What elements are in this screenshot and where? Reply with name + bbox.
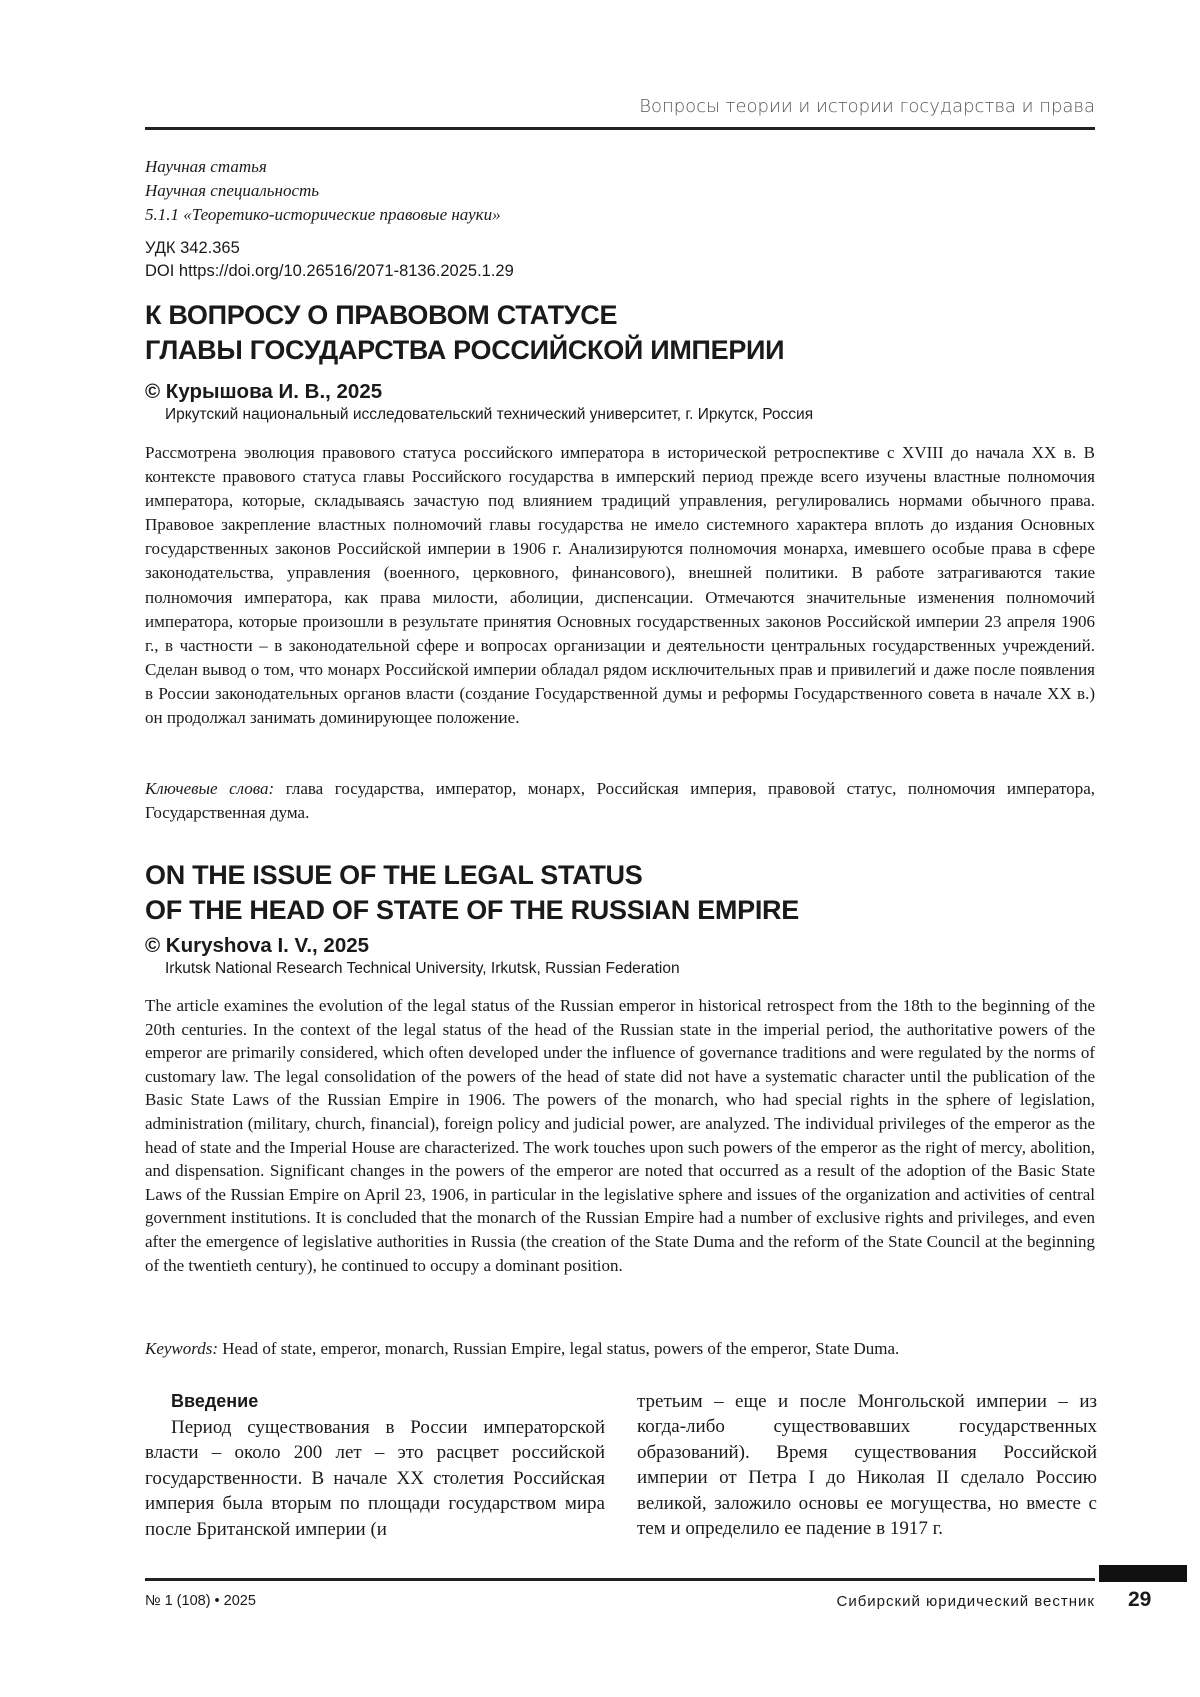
- article-ids: [145, 237, 514, 283]
- keywords-en: [145, 1337, 1095, 1361]
- affiliation-en: Irkutsk National Research Technical University, Irkutsk, Russian Federation: [165, 960, 680, 977]
- article-meta: [145, 155, 501, 227]
- journal-name: Сибирский юридический вестник: [836, 1593, 1095, 1610]
- body-column-right: третьим – еще и после Монгольской империи – из когда-либо существовавших государственных образований). Время существования Российской империи от Петра I до Николая II сделало Россию великой, заложило основы ее могущества, но вместе с тем и определило ее падение в 1917 г.: [637, 1391, 1097, 1540]
- author-ru: © Курышова И. В., 2025: [145, 380, 383, 403]
- doi-link[interactable]: DOI https://doi.org/10.26516/2071-8136.2025.1.29: [145, 262, 514, 280]
- specialty-label: Научная специальность: [145, 181, 320, 200]
- body-column-left: Период существования в России императорской власти – около 200 лет – это расцвет российской государственности. В начале XX столетия Российская империя была вторым по площади государством мира после Британской империи (и: [145, 1417, 605, 1540]
- title-ru-line1: К ВОПРОСУ О ПРАВОВОМ СТАТУСЕ: [145, 300, 618, 330]
- udc: УДК 342.365: [145, 239, 240, 257]
- title-en-line2: OF THE HEAD OF STATE OF THE RUSSIAN EMPIRE: [145, 895, 799, 925]
- keywords-en-label: Keywords:: [145, 1339, 219, 1358]
- title-ru-line2: ГЛАВЫ ГОСУДАРСТВА РОССИЙСКОЙ ИМПЕРИИ: [145, 335, 785, 365]
- abstract-ru: Рассмотрена эволюция правового статуса российского императора в исторической ретроспективе с XVIII до начала XX в. В контексте правового статуса главы Российского государства в имперский период прежде всего изучены властные полномочия императора, которые, складываясь зачастую под влиянием традиций управления, регулировались нормами обычного права. Правовое закрепление властных полномочий главы государства не имело системного характера вплоть до издания Основных государственных законов Российской империи в 1906 г. Анализируются полномочия монарха, имевшего особые права в сфере законодательства, управления (военного, церковного, финансового), внешней политики. В работе затрагиваются такие полномочия императора, как права милости, аболиции, диспенсации. Отмечаются значительные изменения полномочий императора, которые произошли в результате принятия Основных государственных законов Российской империи 23 апреля 1906 г., в частности – в законодательной сфере и вопросах организации и деятельности центральных государственных учреждений. Сделан вывод о том, что монарх Российской империи обладал рядом исключительных прав и привилегий и даже после появления в России законодательных органов власти (создание Государственной думы и реформы Государственного совета в начале XX в.) он продолжал занимать доминирующее положение.: [145, 443, 1095, 728]
- issue-number: № 1 (108) • 2025: [145, 1593, 256, 1609]
- abstract-en: The article examines the evolution of the legal status of the Russian emperor in historical retrospect from the 18th to the beginning of the 20th centuries. In the context of the legal status of the head of the Russian state in the imperial period, the authoritative powers of the emperor are primarily considered, which often developed under the influence of governance traditions and were regulated by the norms of customary law. The legal consolidation of the powers of the head of state did not have a systematic character until the publication of the Basic State Laws of the Russian Empire in 1906. The powers of the monarch, who had special rights in the sphere of legislation, administration (military, church, financial), foreign policy and judicial power, are analyzed. The individual privileges of the emperor as the head of state and the Imperial House are characterized. The work touches upon such powers of the emperor as the right of mercy, abolition, and dispensation. Significant changes in the powers of the emperor are noted that occurred as a result of the adoption of the Basic State Laws of the Russian Empire on April 23, 1906, in particular in the legislative sphere and issues of the organization and activities of central government institutions. It is concluded that the monarch of the Russian Empire had a number of exclusive rights and privileges, and even after the emergence of legislative authorities in Russia (the creation of the State Duma and the reform of the State Council at the beginning of the twentieth century), he continued to occupy a dominant position.: [145, 996, 1095, 1275]
- section-heading: Введение: [171, 1391, 259, 1411]
- specialty: 5.1.1 «Теоретико-исторические правовые науки»: [145, 205, 501, 224]
- title-en-line1: ON THE ISSUE OF THE LEGAL STATUS: [145, 860, 643, 890]
- header-rule: [145, 127, 1095, 130]
- running-head: Вопросы теории и истории государства и права: [639, 96, 1095, 117]
- affiliation-ru: Иркутский национальный исследовательский технический университет, г. Иркутск, Россия: [165, 406, 814, 423]
- page-number: 29: [1128, 1588, 1152, 1611]
- keywords-ru: [145, 777, 1095, 825]
- footer-rule: [145, 1578, 1095, 1581]
- title-en: [145, 858, 799, 928]
- title-ru: [145, 298, 784, 368]
- author-en: © Kuryshova I. V., 2025: [145, 934, 370, 957]
- footer-tab: [1099, 1565, 1187, 1582]
- article-type: Научная статья: [145, 157, 267, 176]
- keywords-en-text: Head of state, emperor, monarch, Russian Empire, legal status, powers of the emperor, State Duma.: [218, 1339, 900, 1358]
- keywords-ru-text: глава государства, император, монарх, Российская империя, правовой статус, полномочия императора, Государственная дума.: [145, 779, 1095, 823]
- keywords-ru-label: Ключевые слова:: [145, 779, 275, 798]
